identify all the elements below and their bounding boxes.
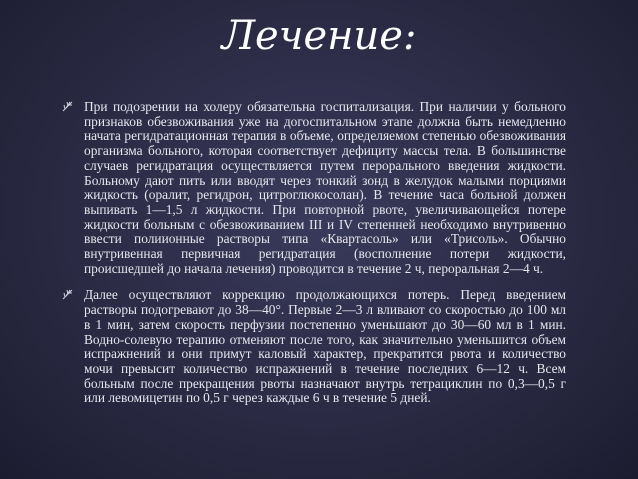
bullet-item [62,100,566,276]
bullet-list [62,100,566,406]
feather-bullet-icon [62,100,76,114]
bullet-text: При подозрении на холеру обязательна госпитализация. При наличии у больного признаков обезвоживания уже на догоспитальном этапе должна быть немедленно начата регидратационная терапия в объеме, определяемом степенью обезвоживания организма больного, которая соответствует дефициту массы тела. В большинстве случаев регидратация осуществляется путем перорального введения жидкости. Больному дают пить или вводят через тонкий зонд в желудок малыми порциями жидкость (оралит, регидрон, цитроглюкосолан). В течение часа больной должен выпивать 1—1,5 л жидкости. При повторной рвоте, увеличивающейся потере жидкости больным с обезвоживанием III и IV степенней необходимо внутривенно ввести полиионные растворы типа «Квартасоль» или «Трисоль». Обычно внутривенная первичная регидратация (восполнение потери жидкости, происшедшей до начала лечения) проводится в течение 2 ч, пероральная 2—4 ч. [84,99,566,276]
bullet-text: Далее осуществляют коррекцию продолжающихся потерь. Перед введением растворы подогревают до 38—40°. Первые 2—3 л вливают со скоростью до 100 мл в 1 мин, затем скорость перфузии постепенно уменьшают до 30—60 мл в 1 мин. Водно-солевую терапию отменяют после того, как значительно уменьшится объем испражнений и они примут каловый характер, прекратится рвота и количество мочи превысит количество испражнений в течение последних 6—12 ч. Всем больным после прекращения рвоты назначают внутрь тетрациклин по 0,3—0,5 г или левомицетин по 0,5 г через каждые 6 ч в течение 5 дней. [84,287,566,406]
feather-bullet-icon [62,288,76,302]
bullet-item [62,288,566,406]
slide-title: Лечение: [221,13,417,59]
